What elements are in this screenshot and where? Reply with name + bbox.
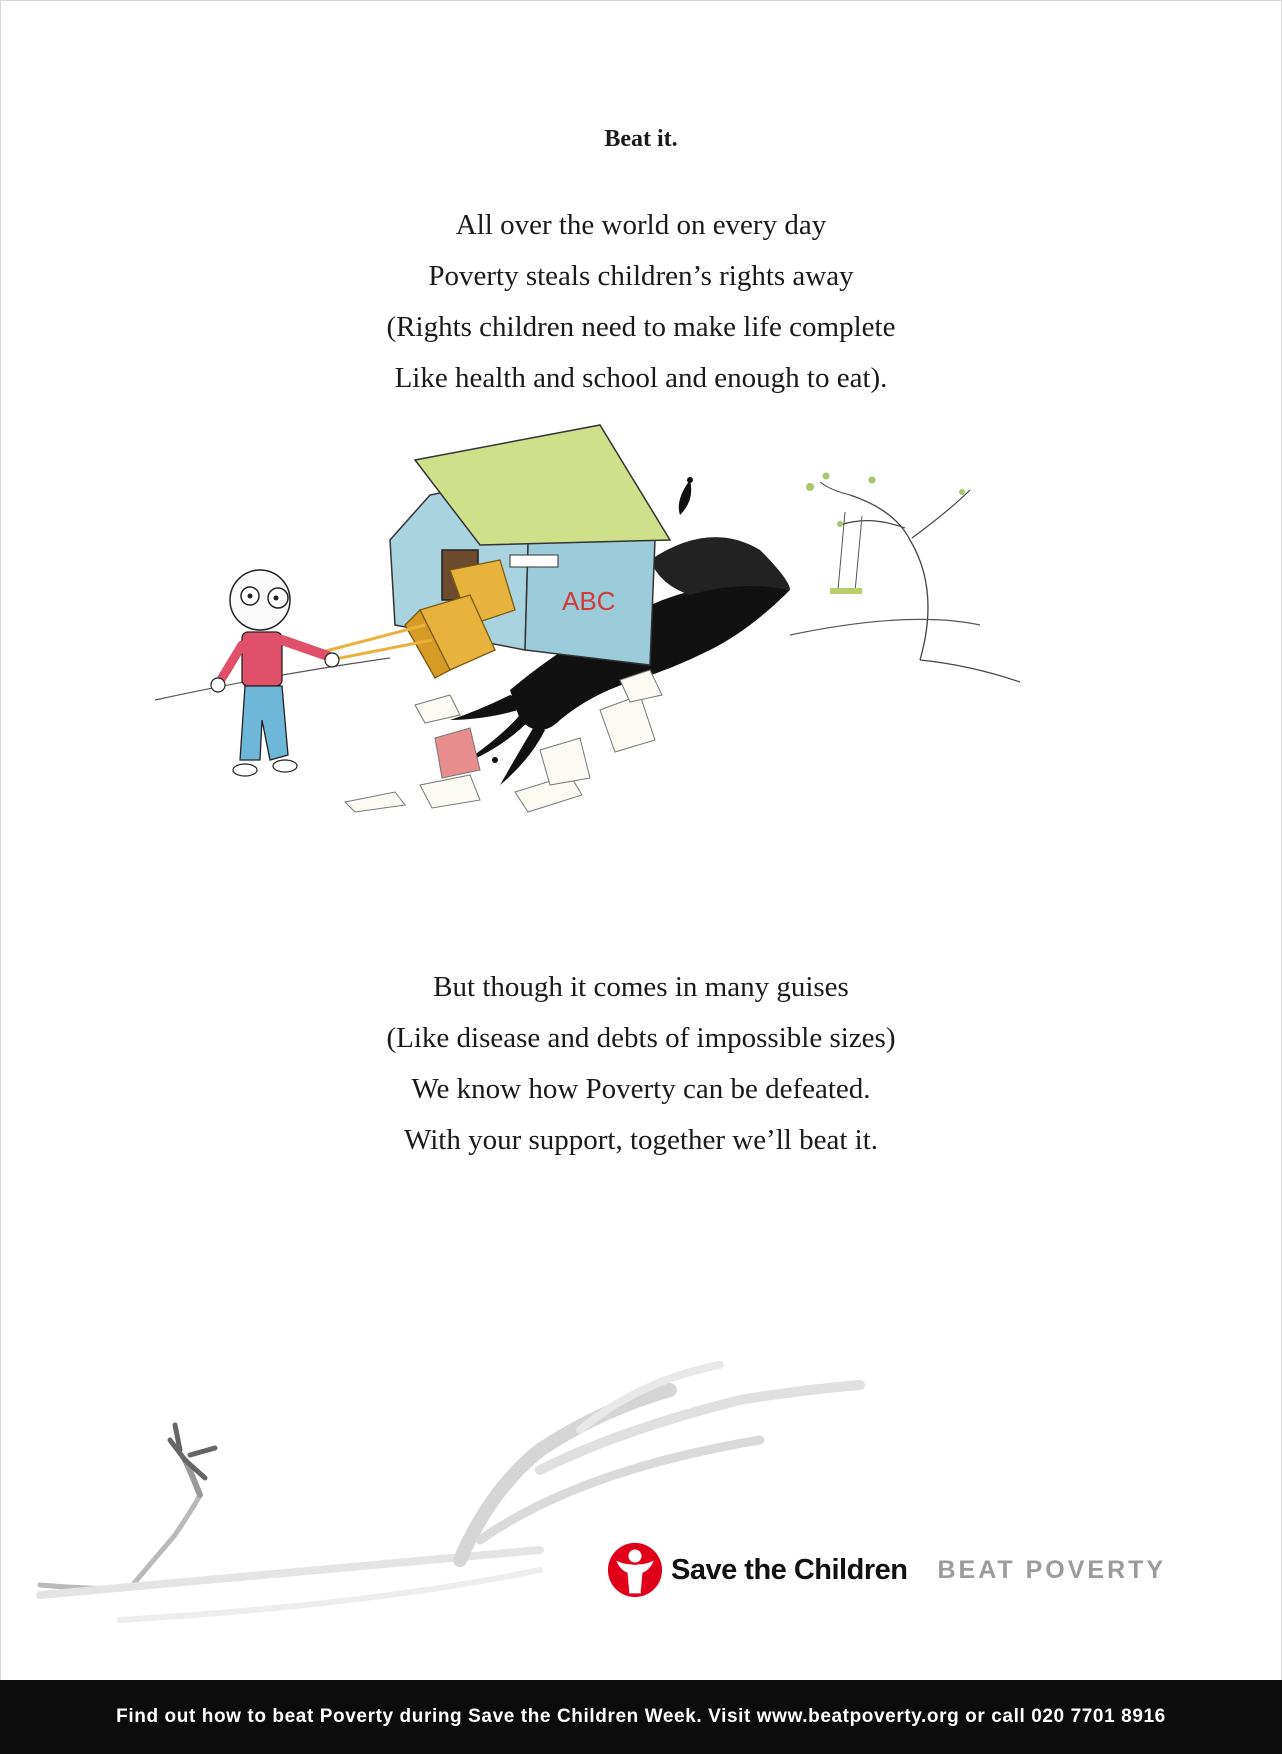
poem-line: Like health and school and enough to eat). (394, 362, 888, 394)
poem-line: With your support, together we’ll beat it. (404, 1124, 878, 1156)
poem-stanza-1 (0, 200, 1282, 404)
poem-line: (Like disease and debts of impossible sizes) (386, 1022, 896, 1054)
hill-line (790, 619, 980, 635)
illustration-child-vs-poverty (150, 420, 1150, 920)
shadow-illustration (20, 1320, 920, 1650)
brand-lockup (607, 1540, 1166, 1600)
save-the-children-logo-icon (607, 1542, 663, 1598)
poem-line: But though it comes in many guises (433, 971, 849, 1003)
brand-name: Save the Children (671, 1553, 908, 1586)
footer-bar (0, 1680, 1282, 1754)
footer-text: Find out how to beat Poverty during Save the Children Week. Visit www.beatpoverty.org or call 020 7701 8916 (116, 1706, 1166, 1727)
school-sign-abc: ABC (562, 586, 616, 616)
poem-line: Poverty steals children’s rights away (428, 260, 854, 292)
poem-line: We know how Poverty can be defeated. (411, 1073, 871, 1105)
tree-with-swing (806, 473, 1020, 683)
brand-tagline: BEAT POVERTY (937, 1555, 1167, 1584)
child-figure (211, 570, 339, 776)
poem-stanza-2 (0, 962, 1282, 1166)
poem-title: Beat it. (604, 126, 678, 152)
poem-line: All over the world on every day (455, 209, 827, 241)
poem-line: (Rights children need to make life complete (386, 311, 896, 343)
